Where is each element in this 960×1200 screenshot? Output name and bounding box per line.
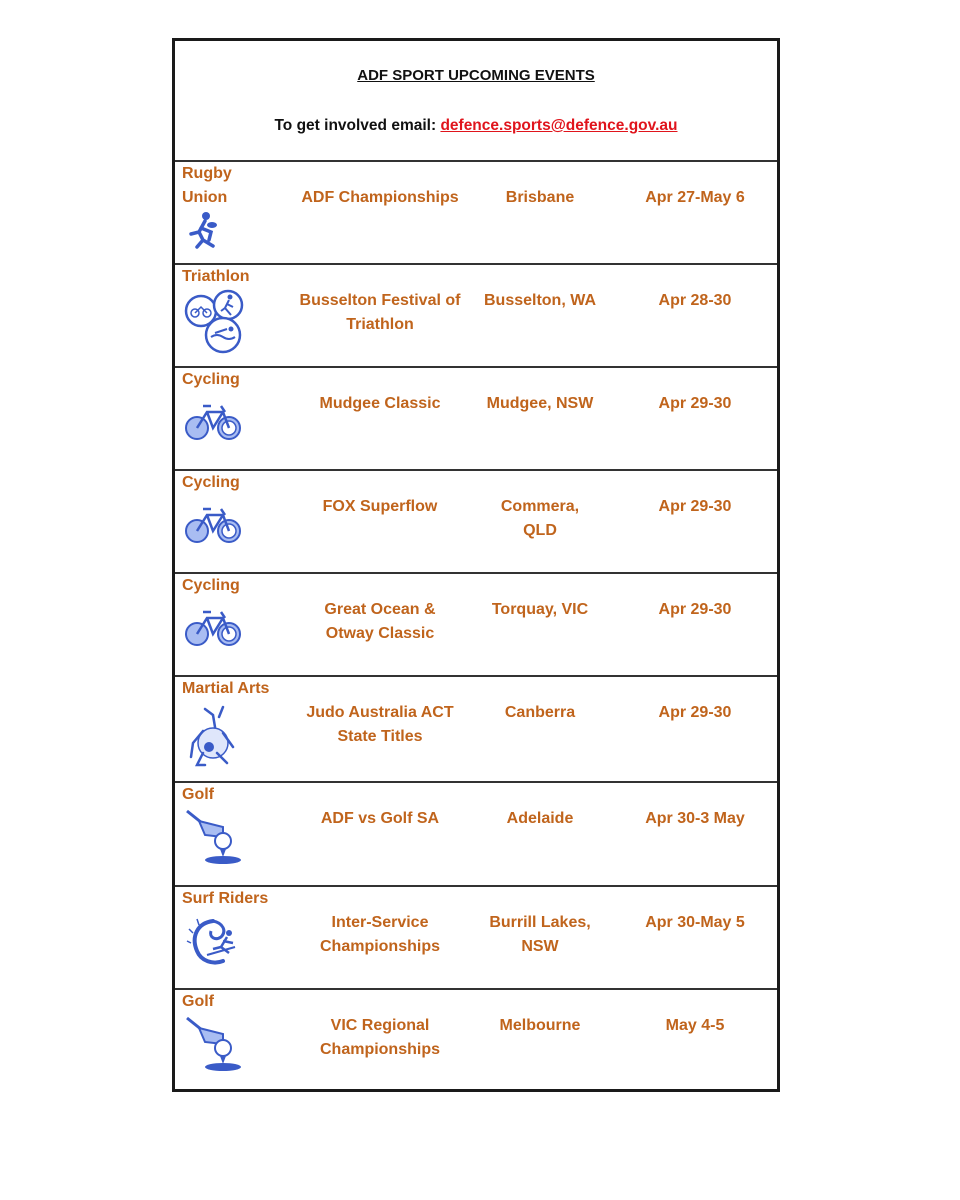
event-name xyxy=(285,598,475,646)
event-date: Apr 29-30 xyxy=(658,395,732,412)
bicycle-icon xyxy=(183,398,243,452)
event-date: Apr 29-30 xyxy=(658,704,732,721)
sport-name-line1: Cycling xyxy=(182,474,240,491)
sport-name xyxy=(182,574,292,598)
triathlon-icon xyxy=(183,289,243,343)
judo-icon xyxy=(183,703,243,757)
event-name xyxy=(285,807,475,831)
event-name xyxy=(285,186,475,210)
event-location xyxy=(465,1014,615,1038)
event-name-line2: State Titles xyxy=(337,728,423,745)
event-date: Apr 30-3 May xyxy=(645,810,745,827)
event-date: May 4-5 xyxy=(665,1017,725,1034)
event-location-line1: Torquay, VIC xyxy=(491,601,589,618)
event-name-line1: Inter-Service xyxy=(331,914,429,931)
table-row xyxy=(175,162,777,265)
event-location-line1: Busselton, WA xyxy=(483,292,596,309)
table-row xyxy=(175,990,777,1091)
event-name-line1: Busselton Festival of xyxy=(299,292,461,309)
event-name-line1: VIC Regional xyxy=(330,1017,430,1034)
event-name xyxy=(285,911,475,959)
sport-name xyxy=(182,990,292,1014)
event-date: Apr 29-30 xyxy=(658,601,732,618)
table-row xyxy=(175,887,777,990)
sport-name xyxy=(182,162,292,210)
event-location-line2: NSW xyxy=(521,938,559,955)
event-name-line1: ADF vs Golf SA xyxy=(320,810,440,827)
event-location xyxy=(465,495,615,543)
event-location xyxy=(465,186,615,210)
event-date: Apr 29-30 xyxy=(658,498,732,515)
table-row xyxy=(175,574,777,677)
rugby-player-icon xyxy=(183,210,243,264)
event-date: Apr 28-30 xyxy=(658,292,732,309)
event-location-line1: Adelaide xyxy=(506,810,574,827)
event-name xyxy=(285,1014,475,1062)
bicycle-icon xyxy=(183,501,243,555)
event-name-line2: Championships xyxy=(319,1041,440,1058)
golf-icon xyxy=(183,807,243,861)
event-name-line2: Championships xyxy=(319,938,440,955)
event-location xyxy=(465,598,615,622)
sport-name xyxy=(182,783,292,807)
sport-name xyxy=(182,677,292,701)
sport-name-line1: Cycling xyxy=(182,577,240,594)
event-location-line1: Melbourne xyxy=(499,1017,581,1034)
event-date: Apr 27-May 6 xyxy=(645,189,745,206)
sport-name-line1: Cycling xyxy=(182,371,240,388)
events-table xyxy=(175,162,777,1091)
table-row xyxy=(175,265,777,368)
event-location-line1: Brisbane xyxy=(505,189,575,206)
event-name-line1: Mudgee Classic xyxy=(319,395,441,412)
sport-name xyxy=(182,887,292,911)
event-location xyxy=(465,289,615,313)
events-sheet xyxy=(172,38,780,1092)
event-location-line1: Canberra xyxy=(504,704,576,721)
sport-name xyxy=(182,368,292,392)
event-location xyxy=(465,911,615,959)
event-name-line1: Great Ocean & xyxy=(324,601,436,618)
event-date: Apr 30-May 5 xyxy=(645,914,745,931)
event-location xyxy=(465,392,615,416)
table-row xyxy=(175,368,777,471)
contact-prefix: To get involved email: xyxy=(274,117,437,134)
contact-line xyxy=(175,117,777,135)
sport-name-line1: Golf xyxy=(182,786,214,803)
event-name xyxy=(285,289,475,337)
contact-email-link[interactable]: defence.sports@defence.gov.au xyxy=(440,117,678,134)
sport-name-line1: Triathlon xyxy=(182,268,250,285)
event-location-line1: Mudgee, NSW xyxy=(486,395,594,412)
table-row xyxy=(175,783,777,887)
event-location-line1: Burrill Lakes, xyxy=(489,914,591,931)
event-name xyxy=(285,701,475,749)
event-name xyxy=(285,392,475,416)
event-location xyxy=(465,701,615,725)
table-row xyxy=(175,471,777,574)
event-name-line2: Triathlon xyxy=(346,316,414,333)
sport-name-line1: Surf Riders xyxy=(182,890,269,907)
surfer-icon xyxy=(183,913,243,967)
golf-icon xyxy=(183,1014,243,1068)
table-row xyxy=(175,677,777,783)
sport-name-line1: Golf xyxy=(182,993,214,1010)
event-location-line2: QLD xyxy=(523,522,557,539)
event-location-line1: Commera, xyxy=(500,498,580,515)
sport-name xyxy=(182,265,292,289)
sport-name xyxy=(182,471,292,495)
sport-name-line2: Union xyxy=(182,189,228,206)
sheet-header xyxy=(175,41,777,162)
event-name-line1: ADF Championships xyxy=(301,189,459,206)
sport-name-line1: Rugby xyxy=(182,165,232,182)
sport-name-line1: Martial Arts xyxy=(182,680,270,697)
event-name xyxy=(285,495,475,519)
event-name-line1: Judo Australia ACT xyxy=(306,704,454,721)
event-name-line2: Otway Classic xyxy=(325,625,435,642)
page-title: ADF SPORT UPCOMING EVENTS xyxy=(357,67,595,84)
event-location xyxy=(465,807,615,831)
bicycle-icon xyxy=(183,604,243,658)
event-name-line1: FOX Superflow xyxy=(322,498,438,515)
